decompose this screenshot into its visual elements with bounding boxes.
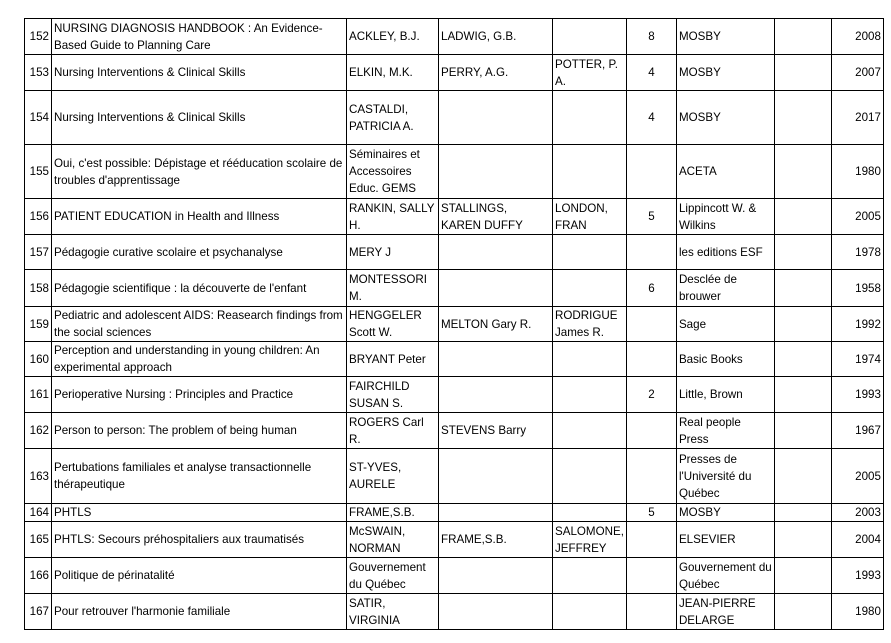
author-2 <box>439 145 553 199</box>
row-number: 162 <box>25 413 52 449</box>
year: 2008 <box>831 19 883 55</box>
author-2 <box>439 449 553 504</box>
edition <box>626 522 676 558</box>
publisher: Desclée de brouwer <box>676 270 774 307</box>
author-3 <box>553 270 627 307</box>
author-3 <box>553 594 627 630</box>
author-2 <box>439 504 553 522</box>
author-3 <box>553 504 627 522</box>
row-number: 159 <box>25 307 52 342</box>
publisher: Presses de l'Université du Québec <box>676 449 774 504</box>
author-1: CASTALDI, PATRICIA A. <box>347 91 439 145</box>
year: 2004 <box>831 522 883 558</box>
year: 2005 <box>831 199 883 235</box>
author-2: FRAME,S.B. <box>439 522 553 558</box>
year: 1967 <box>831 413 883 449</box>
empty-cell <box>774 19 831 55</box>
author-3: SALOMONE, JEFFREY <box>553 522 627 558</box>
year: 2017 <box>831 91 883 145</box>
table-row <box>25 19 884 55</box>
author-2: PERRY, A.G. <box>439 55 553 91</box>
author-3 <box>553 19 627 55</box>
publisher: MOSBY <box>676 55 774 91</box>
book-title: Person to person: The problem of being human <box>52 413 347 449</box>
author-3 <box>553 413 627 449</box>
author-3 <box>553 91 627 145</box>
empty-cell <box>774 270 831 307</box>
author-1: ELKIN, M.K. <box>347 55 439 91</box>
publisher: Little, Brown <box>676 377 774 413</box>
empty-cell <box>774 342 831 377</box>
author-2 <box>439 235 553 270</box>
book-title: Oui, c'est possible: Dépistage et rééducation scolaire de troubles d'apprentissage <box>52 145 347 199</box>
table-row <box>25 91 884 145</box>
empty-cell <box>774 145 831 199</box>
author-1: SATIR, VIRGINIA <box>347 594 439 630</box>
author-1: ROGERS Carl R. <box>347 413 439 449</box>
row-number: 166 <box>25 558 52 594</box>
book-title: Nursing Interventions & Clinical Skills <box>52 55 347 91</box>
table-row <box>25 522 884 558</box>
author-1: MONTESSORI M. <box>347 270 439 307</box>
edition: 5 <box>626 199 676 235</box>
row-number: 152 <box>25 19 52 55</box>
empty-cell <box>774 55 831 91</box>
author-3 <box>553 235 627 270</box>
publisher: Real people Press <box>676 413 774 449</box>
author-2: STEVENS Barry <box>439 413 553 449</box>
row-number: 163 <box>25 449 52 504</box>
edition <box>626 594 676 630</box>
edition <box>626 145 676 199</box>
book-title: Pediatric and adolescent AIDS: Reasearch findings from the social sciences <box>52 307 347 342</box>
author-2: MELTON Gary R. <box>439 307 553 342</box>
empty-cell <box>774 522 831 558</box>
edition: 4 <box>626 55 676 91</box>
book-title: PHTLS: Secours préhospitaliers aux traumatisés <box>52 522 347 558</box>
publisher: Basic Books <box>676 342 774 377</box>
book-title: Perception and understanding in young children: An experimental approach <box>52 342 347 377</box>
author-3 <box>553 449 627 504</box>
empty-cell <box>774 377 831 413</box>
row-number: 157 <box>25 235 52 270</box>
table-row <box>25 342 884 377</box>
author-1: FRAME,S.B. <box>347 504 439 522</box>
book-title: Pédagogie scientifique : la découverte de l'enfant <box>52 270 347 307</box>
author-3 <box>553 558 627 594</box>
empty-cell <box>774 594 831 630</box>
empty-cell <box>774 413 831 449</box>
table-row <box>25 377 884 413</box>
author-3: LONDON, FRAN <box>553 199 627 235</box>
edition <box>626 307 676 342</box>
row-number: 167 <box>25 594 52 630</box>
year: 1980 <box>831 145 883 199</box>
author-1: Gouvernement du Québec <box>347 558 439 594</box>
edition <box>626 413 676 449</box>
table-row <box>25 413 884 449</box>
book-title: Pertubations familiales et analyse transactionnelle thérapeutique <box>52 449 347 504</box>
author-2 <box>439 91 553 145</box>
publisher: ELSEVIER <box>676 522 774 558</box>
book-title: Pédagogie curative scolaire et psychanalyse <box>52 235 347 270</box>
author-1: McSWAIN, NORMAN <box>347 522 439 558</box>
author-1: ACKLEY, B.J. <box>347 19 439 55</box>
year: 2005 <box>831 449 883 504</box>
edition: 6 <box>626 270 676 307</box>
row-number: 156 <box>25 199 52 235</box>
empty-cell <box>774 558 831 594</box>
book-title: NURSING DIAGNOSIS HANDBOOK : An Evidence-Based Guide to Planning Care <box>52 19 347 55</box>
publisher: ACETA <box>676 145 774 199</box>
table-row <box>25 307 884 342</box>
empty-cell <box>774 504 831 522</box>
edition <box>626 235 676 270</box>
book-title: Perioperative Nursing : Principles and Practice <box>52 377 347 413</box>
year: 1993 <box>831 558 883 594</box>
empty-cell <box>774 91 831 145</box>
edition: 8 <box>626 19 676 55</box>
author-1: Séminaires et Accessoires Educ. GEMS <box>347 145 439 199</box>
edition <box>626 558 676 594</box>
row-number: 165 <box>25 522 52 558</box>
author-2: STALLINGS, KAREN DUFFY <box>439 199 553 235</box>
author-3 <box>553 145 627 199</box>
year: 1958 <box>831 270 883 307</box>
publisher: MOSBY <box>676 91 774 145</box>
table-row <box>25 270 884 307</box>
author-3: RODRIGUE James R. <box>553 307 627 342</box>
table-row <box>25 55 884 91</box>
publisher: JEAN-PIERRE DELARGE <box>676 594 774 630</box>
book-title: Pour retrouver l'harmonie familiale <box>52 594 347 630</box>
author-2 <box>439 342 553 377</box>
book-table <box>24 18 884 630</box>
author-2: LADWIG, G.B. <box>439 19 553 55</box>
year: 1978 <box>831 235 883 270</box>
table-row <box>25 449 884 504</box>
author-2 <box>439 377 553 413</box>
publisher: MOSBY <box>676 504 774 522</box>
row-number: 158 <box>25 270 52 307</box>
author-1: HENGGELER Scott W. <box>347 307 439 342</box>
book-title: Nursing Interventions & Clinical Skills <box>52 91 347 145</box>
table-row <box>25 558 884 594</box>
publisher: Sage <box>676 307 774 342</box>
year: 1980 <box>831 594 883 630</box>
author-2 <box>439 558 553 594</box>
edition <box>626 342 676 377</box>
author-1: BRYANT Peter <box>347 342 439 377</box>
book-title: PHTLS <box>52 504 347 522</box>
row-number: 153 <box>25 55 52 91</box>
edition: 4 <box>626 91 676 145</box>
table-row <box>25 504 884 522</box>
author-1: FAIRCHILD SUSAN S. <box>347 377 439 413</box>
publisher: Lippincott W. & Wilkins <box>676 199 774 235</box>
row-number: 154 <box>25 91 52 145</box>
year: 2007 <box>831 55 883 91</box>
table-row <box>25 594 884 630</box>
table-row <box>25 235 884 270</box>
year: 2003 <box>831 504 883 522</box>
publisher: Gouvernement du Québec <box>676 558 774 594</box>
author-1: ST-YVES, AURELE <box>347 449 439 504</box>
empty-cell <box>774 307 831 342</box>
author-2 <box>439 270 553 307</box>
table-row <box>25 199 884 235</box>
author-1: RANKIN, SALLY H. <box>347 199 439 235</box>
edition: 2 <box>626 377 676 413</box>
book-title: Politique de périnatalité <box>52 558 347 594</box>
row-number: 161 <box>25 377 52 413</box>
table-row <box>25 145 884 199</box>
author-2 <box>439 594 553 630</box>
empty-cell <box>774 199 831 235</box>
publisher: MOSBY <box>676 19 774 55</box>
row-number: 164 <box>25 504 52 522</box>
author-3: POTTER, P. A. <box>553 55 627 91</box>
year: 1993 <box>831 377 883 413</box>
year: 1974 <box>831 342 883 377</box>
year: 1992 <box>831 307 883 342</box>
author-3 <box>553 377 627 413</box>
row-number: 155 <box>25 145 52 199</box>
publisher: les editions ESF <box>676 235 774 270</box>
edition: 5 <box>626 504 676 522</box>
empty-cell <box>774 235 831 270</box>
row-number: 160 <box>25 342 52 377</box>
edition <box>626 449 676 504</box>
author-3 <box>553 342 627 377</box>
empty-cell <box>774 449 831 504</box>
author-1: MERY J <box>347 235 439 270</box>
book-title: PATIENT EDUCATION in Health and Illness <box>52 199 347 235</box>
